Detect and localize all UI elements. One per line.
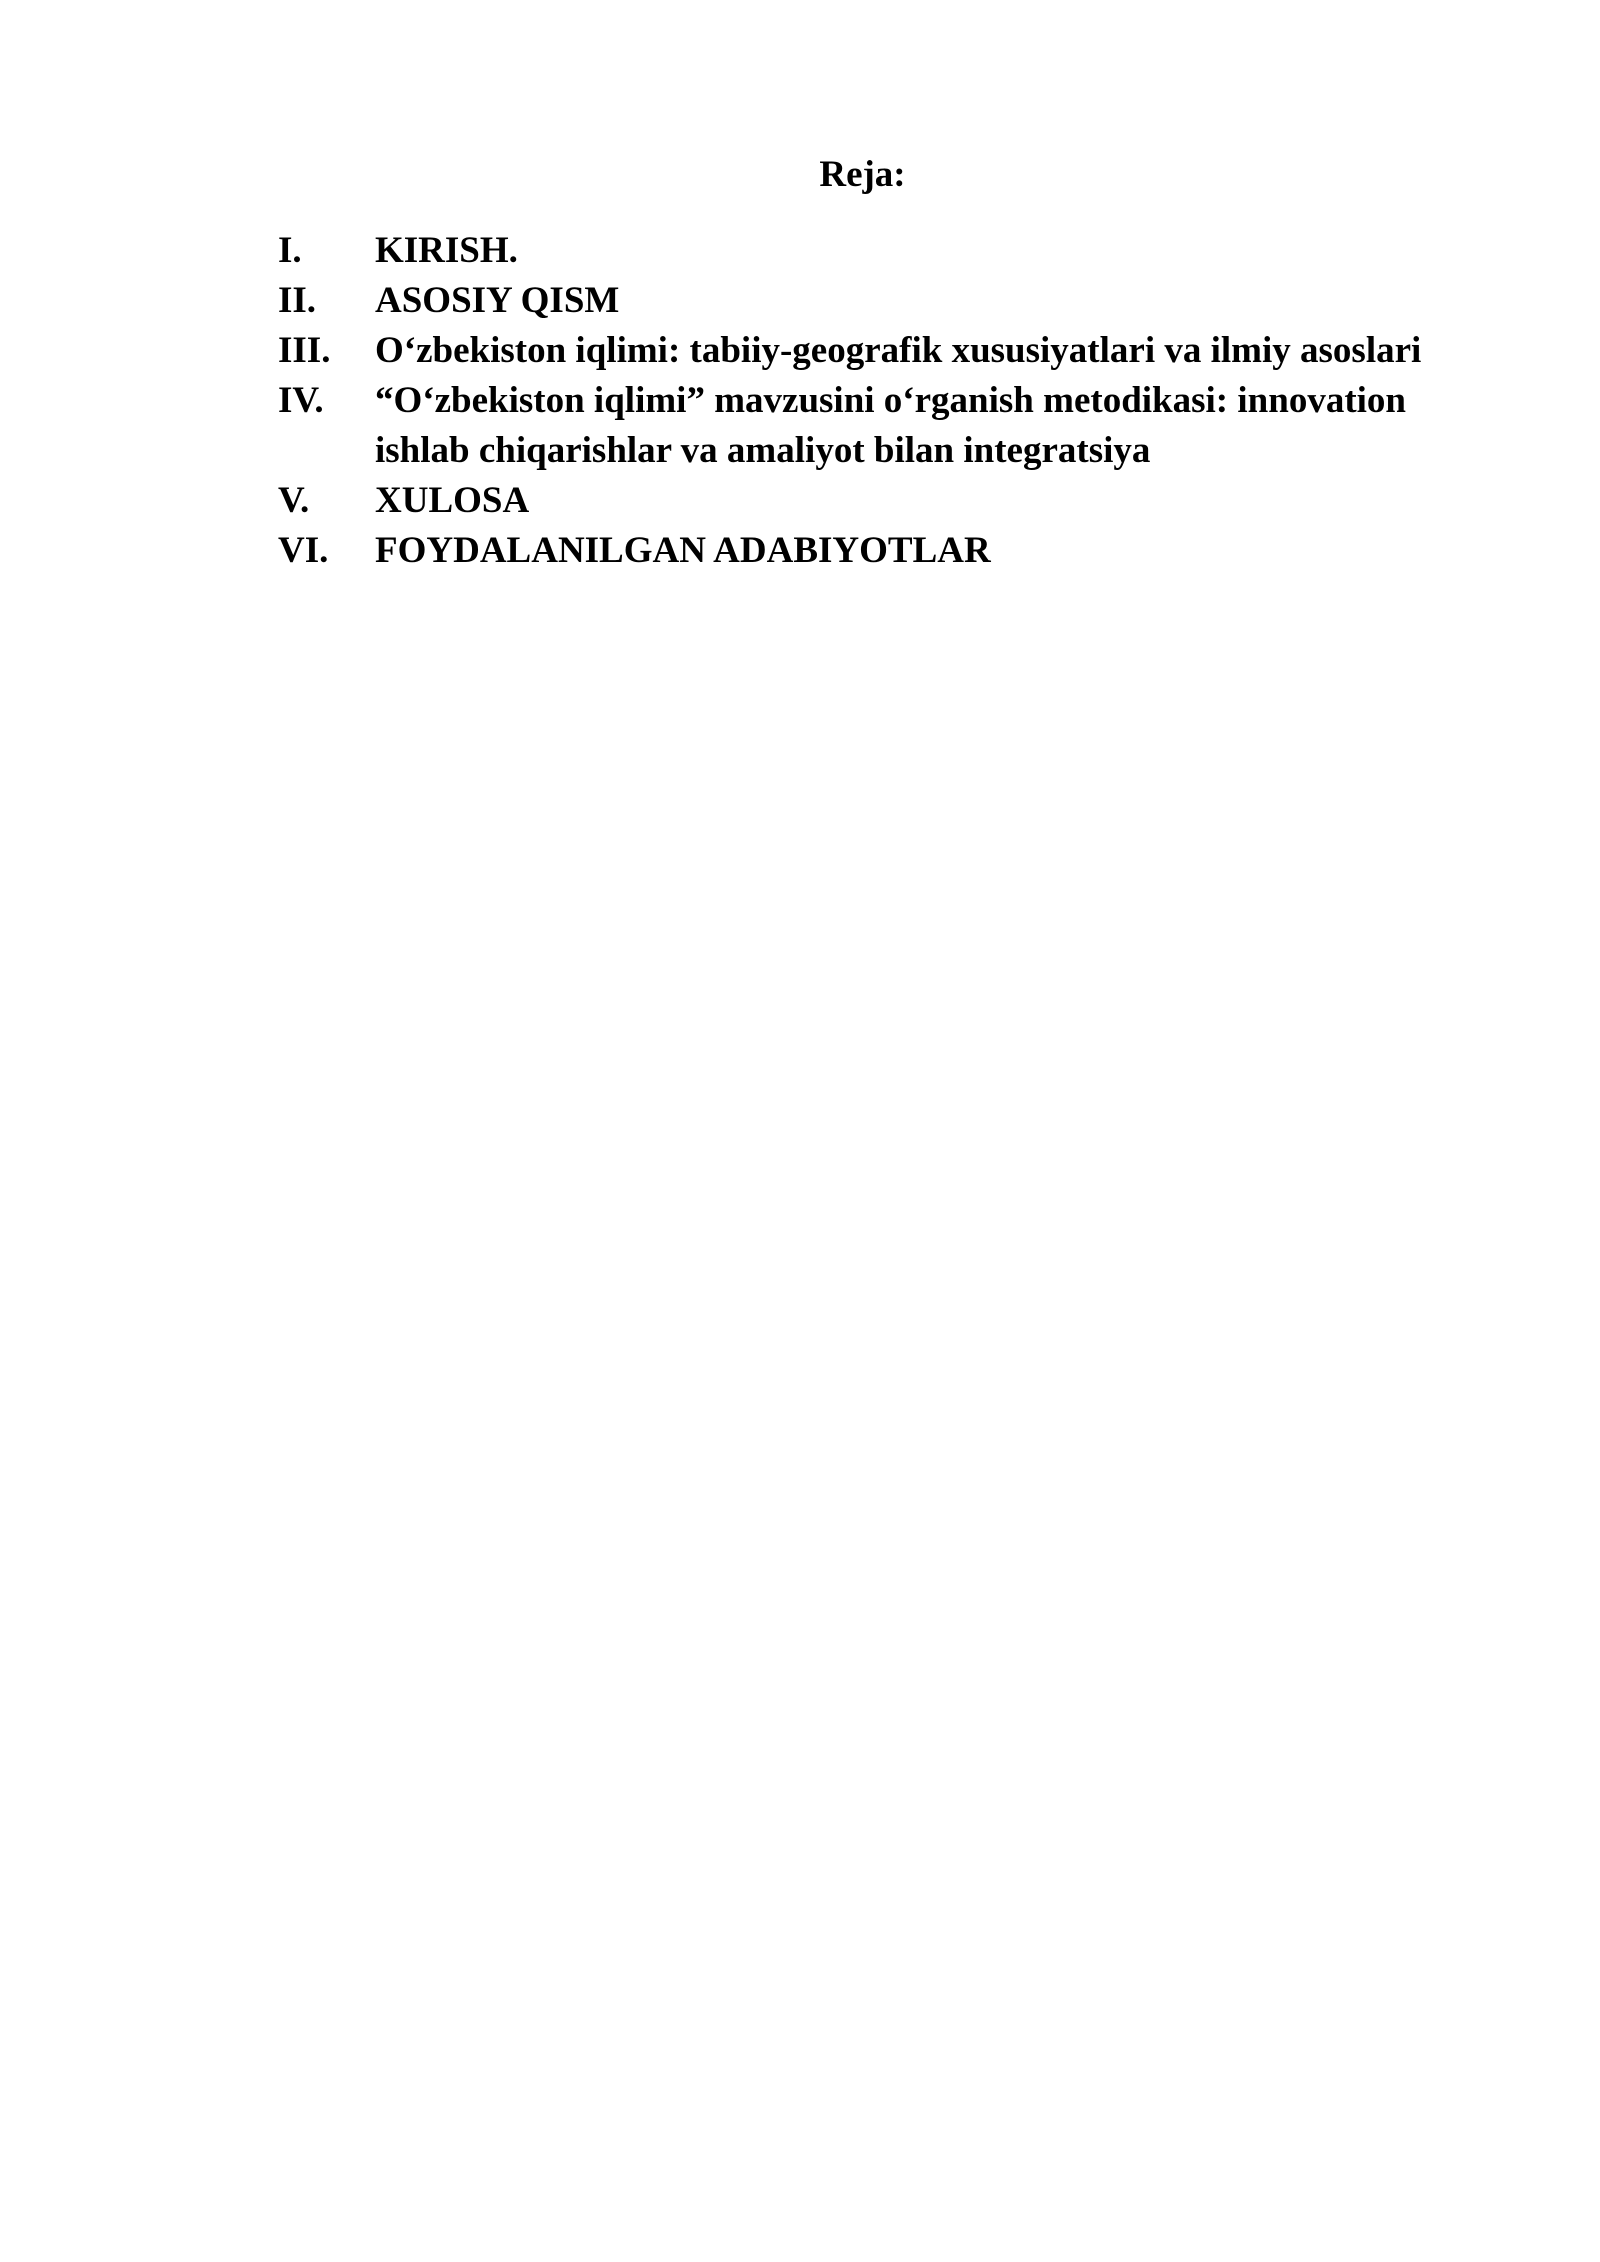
plan-item-2 — [278, 276, 1458, 326]
plan-item-5 — [278, 476, 1458, 526]
plan-item-text: KIRISH. — [375, 230, 518, 271]
plan-item-text: O‘zbekiston iqlimi: tabiiy-geografik xususiyatlari va ilmiy asoslari — [375, 330, 1422, 371]
plan-item-text: XULOSA — [375, 480, 530, 521]
plan-title: Reja: — [819, 154, 906, 195]
plan-item-number: IV. — [278, 380, 324, 421]
plan-item-number: II. — [278, 280, 317, 321]
plan-item-number: I. — [278, 230, 302, 271]
plan-item-text: ASOSIY QISM — [375, 280, 620, 321]
plan-item-3 — [278, 326, 1458, 376]
plan-item-number: III. — [278, 330, 331, 371]
plan-item-1 — [278, 226, 1458, 276]
plan-item-text: “O‘zbekiston iqlimi” mavzusini o‘rganish metodikasi: innovation ishlab chiqarishlar va amaliyot bilan integratsiya — [375, 380, 1406, 471]
plan-item-4 — [278, 376, 1458, 476]
plan-item-6 — [278, 526, 1458, 576]
plan-list — [278, 226, 1458, 576]
plan-item-number: V. — [278, 480, 310, 521]
plan-item-text: FOYDALANILGAN ADABIYOTLAR — [375, 530, 991, 571]
plan-item-number: VI. — [278, 530, 329, 571]
